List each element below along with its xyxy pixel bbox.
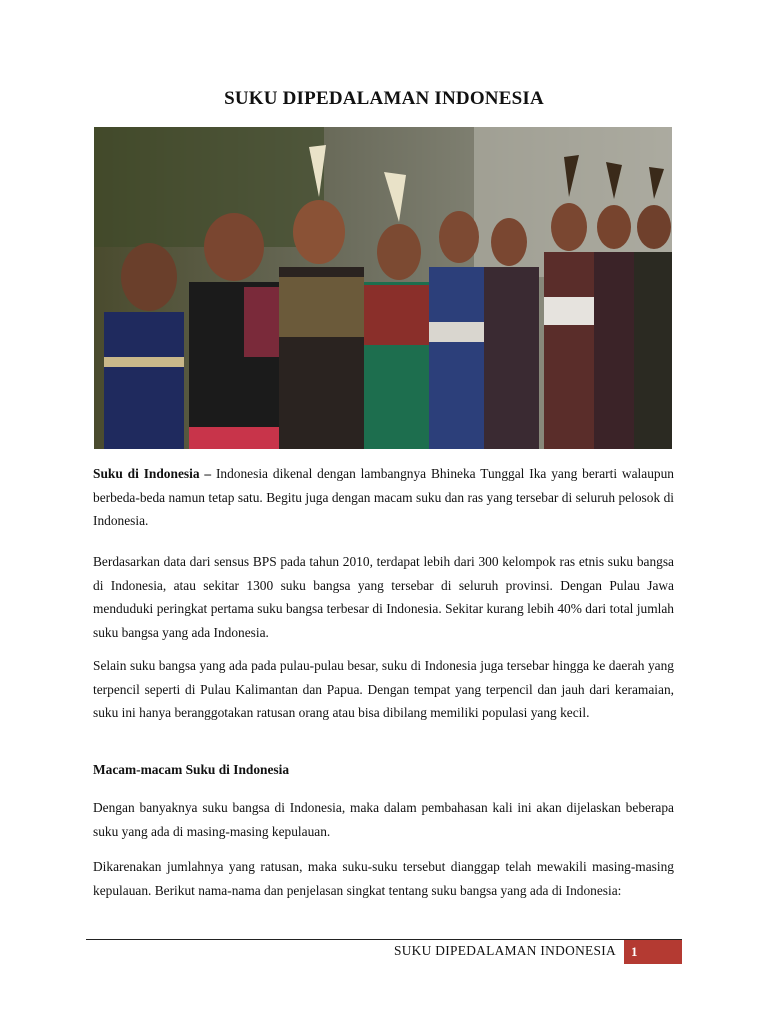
paragraph-remote-tribes: Selain suku bangsa yang ada pada pulau-pulau besar, suku di Indonesia juga tersebar hingga ke daerah yang terpencil seperti di Pulau Kalimantan dan Papua. Dengan tempat yang terpencil dan jauh dari keramaian, suku ini hanya beranggotakan ratusan orang atau bisa dibilang memiliki populasi yang kecil. [93, 658, 674, 720]
paragraph-census: Berdasarkan data dari sensus BPS pada tahun 2010, terdapat lebih dari 300 kelompok ras etnis suku bangsa di Indonesia, atau sekitar 1300 suku bangsa yang tersebar di seluruh provinsi. Dengan Pulau Jawa menduduki peringkat pertama suku bangsa terbesar di Indonesia. Sekitar kurang lebih 40% dari total jumlah suku bangsa yang ada Indonesia. [93, 554, 674, 640]
intro-lead: Suku di Indonesia – [93, 466, 212, 481]
page-number: 1 [624, 940, 682, 964]
footer-title: SUKU DIPEDALAMAN INDONESIA [393, 943, 616, 958]
intro-paragraph [93, 462, 674, 533]
photo-of-people-in-traditional-dress [94, 127, 672, 449]
page-title: SUKU DIPEDALAMAN INDONESIA [224, 88, 544, 109]
paragraph-list-intro: Dikarenakan jumlahnya yang ratusan, maka suku-suku tersebut dianggap telah mewakili masing-masing kepulauan. Berikut nama-nama dan penjelasan singkat tentang suku bangsa yang ada di Indonesia: [93, 859, 674, 898]
intro-text: Indonesia dikenal dengan lambangnya Bhineka Tunggal Ika yang berarti walaupun berbeda-beda namun tetap satu. Begitu juga dengan macam suku dan ras yang tersebar di seluruh pelosok di Indonesia. [93, 466, 674, 528]
footer-divider [86, 939, 682, 940]
paragraph-overview: Dengan banyaknya suku bangsa di Indonesia, maka dalam pembahasan kali ini akan dijelaskan beberapa suku yang ada di masing-masing kepulauan. [93, 800, 674, 839]
section-heading: Macam-macam Suku di Indonesia [93, 762, 290, 777]
